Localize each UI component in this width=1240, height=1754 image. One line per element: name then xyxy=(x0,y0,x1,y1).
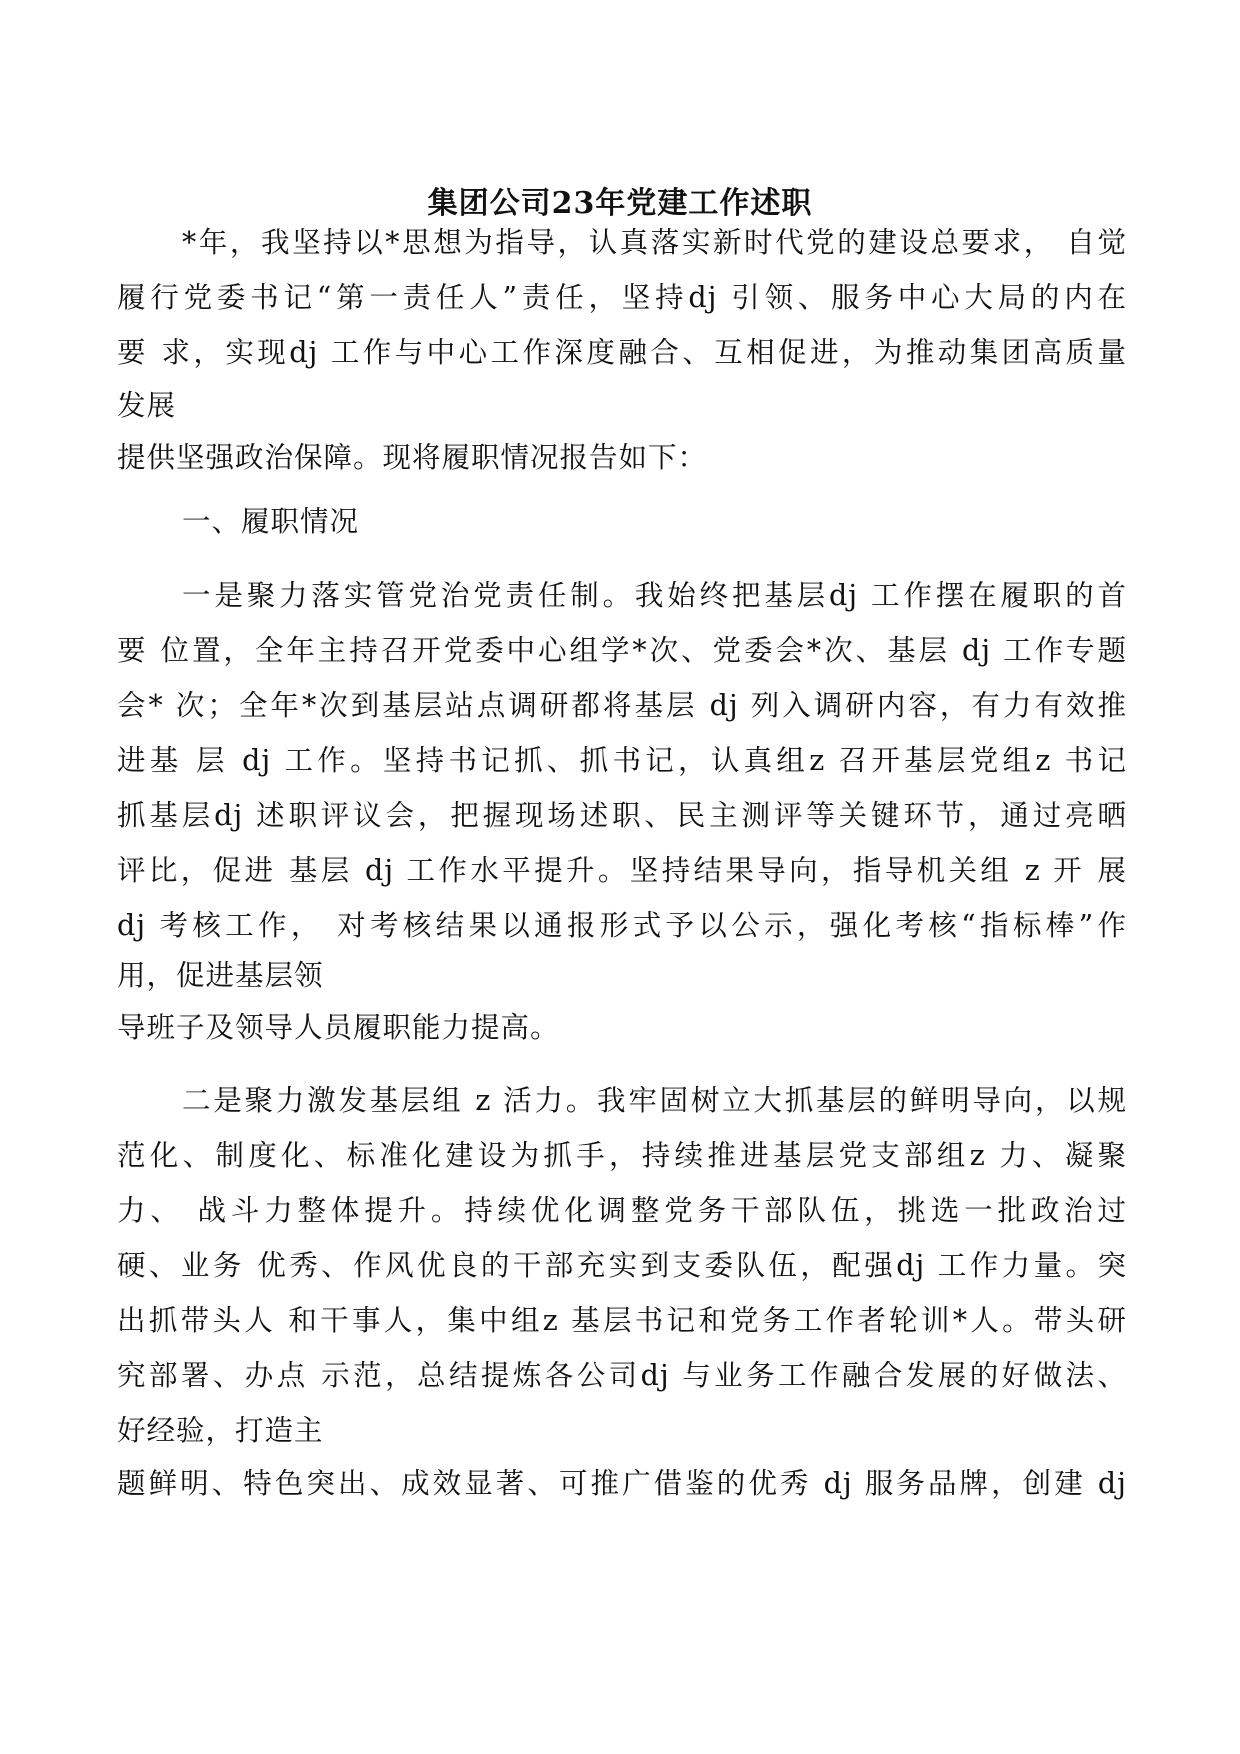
paragraph-line: 发展 xyxy=(117,389,177,422)
paragraph-line: 会* 次；全年*次到基层站点调研都将基层 dj 列入调研内容，有力有效推 xyxy=(117,689,1127,722)
paragraph-line: 出抓带头人 和干事人，集中组z 基层书记和党务工作者轮训*人。带头研 xyxy=(117,1304,1127,1337)
paragraph-line: 导班子及领导人员履职能力提高。 xyxy=(117,1011,560,1044)
paragraph-line: 要 位置，全年主持召开党委中心组学*次、党委会*次、基层 dj 工作专题 xyxy=(117,634,1127,667)
section-heading: 一、履职情况 xyxy=(182,505,360,538)
document-title: 集团公司23年党建工作述职 xyxy=(427,186,813,221)
paragraph-line: 抓基层dj 述职评议会，把握现场述职、民主测评等关键环节，通过亮晒 xyxy=(117,799,1127,832)
paragraph-line: 用，促进基层领 xyxy=(117,959,324,992)
paragraph-line: 范化、制度化、标准化建设为抓手，持续推进基层党支部组z 力、凝聚 xyxy=(117,1139,1127,1172)
paragraph-line: *年，我坚持以*思想为指导，认真落实新时代党的建设总要求， 自觉 xyxy=(182,226,1127,259)
paragraph-line: 硬、业务 优秀、作风优良的干部充实到支委队伍，配强dj 工作力量。突 xyxy=(117,1249,1127,1282)
paragraph-line: 履行党委书记“第一责任人”责任，坚持dj 引领、服务中心大局的内在 xyxy=(117,281,1127,314)
paragraph-line: 提供坚强政治保障。现将履职情况报告如下： xyxy=(117,441,708,474)
paragraph-line: dj 考核工作， 对考核结果以通报形式予以公示，强化考核“指标棒”作 xyxy=(117,909,1127,942)
paragraph-line: 进基 层 dj 工作。坚持书记抓、抓书记，认真组z 召开基层党组z 书记 xyxy=(117,744,1127,777)
paragraph-line: 一是聚力落实管党治党责任制。我始终把基层dj 工作摆在履职的首 xyxy=(182,579,1127,612)
paragraph-line: 要 求，实现dj 工作与中心工作深度融合、互相促进，为推动集团高质量 xyxy=(117,336,1127,369)
paragraph-line: 题鲜明、特色突出、成效显著、可推广借鉴的优秀 dj 服务品牌，创建 dj xyxy=(117,1467,1127,1500)
paragraph-line: 好经验，打造主 xyxy=(117,1414,324,1447)
paragraph-line: 究部署、办点 示范，总结提炼各公司dj 与业务工作融合发展的好做法、 xyxy=(117,1359,1127,1392)
paragraph-line: 评比，促进 基层 dj 工作水平提升。坚持结果导向，指导机关组 z 开 展 xyxy=(117,854,1127,887)
paragraph-line: 二是聚力激发基层组 z 活力。我牢固树立大抓基层的鲜明导向，以规 xyxy=(182,1084,1127,1117)
paragraph-line: 力、 战斗力整体提升。持续优化调整党务干部队伍，挑选一批政治过 xyxy=(117,1194,1127,1227)
